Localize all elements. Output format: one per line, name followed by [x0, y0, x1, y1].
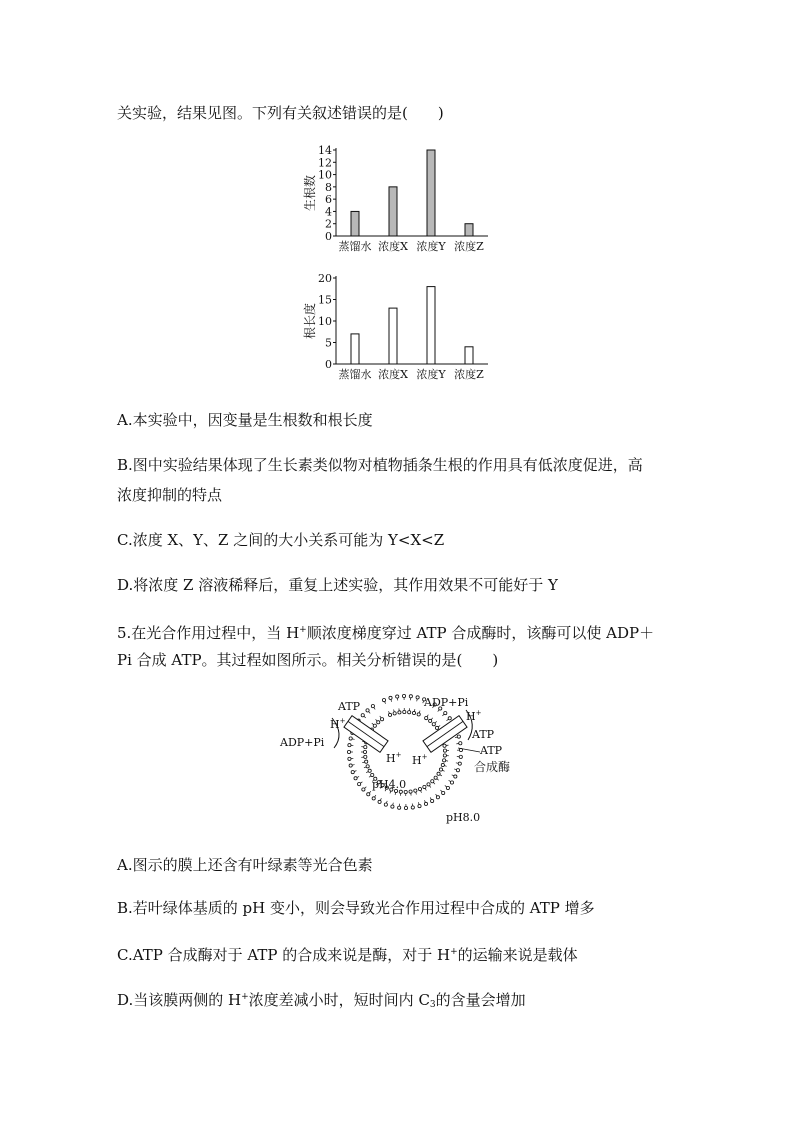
q5-option-d-sub: 3: [429, 1000, 436, 1010]
bar: [465, 224, 473, 236]
x-tick-label: 浓度Z: [454, 240, 484, 253]
bar: [351, 211, 359, 236]
lipid-head: [458, 762, 461, 765]
lipid-head: [459, 742, 462, 745]
lipid-head: [362, 788, 365, 791]
lipid-head: [403, 710, 406, 713]
lipid-head: [408, 711, 411, 714]
lipid-head: [393, 712, 396, 715]
lipid-tail: [395, 793, 396, 795]
intro-line: 关实验，结果见图。下列有关叙述错误的是( ): [117, 104, 444, 122]
lipid-head: [398, 711, 401, 714]
lipid-head: [446, 786, 449, 789]
lipid-tail: [380, 716, 381, 718]
lipid-tail: [369, 776, 371, 777]
lipid-tail: [360, 782, 362, 783]
lipid-tail: [417, 699, 418, 701]
lipid-head: [448, 717, 451, 720]
x-tick-label: 蒸馏水: [338, 368, 372, 381]
x-tick-label: 浓度Z: [454, 368, 484, 381]
lipid-head: [444, 711, 447, 714]
lipid-head: [450, 781, 453, 784]
lipid-tail: [376, 719, 378, 721]
lipid-head: [368, 769, 371, 772]
q4-option-b-line2: 浓度抑制的特点: [117, 486, 223, 504]
lipid-tail: [352, 739, 354, 740]
y-tick-label: 15: [318, 293, 332, 307]
y-tick-label: 6: [325, 193, 332, 207]
lipid-tail: [431, 718, 433, 720]
lipid-head: [441, 763, 444, 766]
y-tick-label: 20: [318, 272, 332, 285]
y-tick-label: 5: [325, 336, 332, 350]
lipid-tail: [419, 711, 420, 713]
q5-option-c-text-a: C.ATP 合成酶对于 ATP 的合成来说是酶，对于 H: [117, 946, 451, 964]
lipid-tail: [427, 715, 428, 717]
lipid-tail: [372, 723, 374, 725]
lipid-tail: [364, 767, 366, 768]
lipid-head: [429, 719, 432, 722]
lipid-head: [432, 723, 435, 726]
left-inner-h-plus: +: [395, 751, 402, 759]
bar: [427, 287, 435, 364]
q5-option-c: [117, 942, 578, 965]
lipid-tail: [421, 791, 422, 793]
lipid-head: [364, 755, 367, 758]
lipid-tail: [442, 770, 444, 771]
right-adp-label: ADP+Pi: [424, 696, 469, 709]
lipid-head: [371, 773, 374, 776]
q5-stem-text-b: 顺浓度梯度穿过 ATP 合成酶时，该酶可以使 ADP＋: [306, 624, 655, 642]
lipid-tail: [455, 737, 457, 738]
y-tick-label: 0: [325, 230, 332, 243]
lipid-tail: [364, 716, 366, 718]
bar: [389, 187, 397, 236]
left-adp-label: ADP+Pi: [280, 736, 325, 749]
lipid-tail: [374, 707, 375, 709]
lipid-head: [431, 780, 434, 783]
outer-ph-label: pH8.0: [446, 811, 481, 824]
lipid-tail: [430, 797, 431, 799]
lipid-tail: [436, 794, 437, 796]
lipid-head: [361, 714, 364, 717]
lipid-head: [389, 696, 392, 699]
lipid-head: [373, 724, 376, 727]
lipid-head: [424, 802, 427, 805]
lipid-tail: [445, 785, 447, 787]
lipid-head: [454, 775, 457, 778]
lipid-tail: [452, 775, 454, 776]
y-tick-label: 10: [318, 168, 332, 182]
lipid-tail: [414, 709, 415, 711]
y-tick-label: 4: [325, 205, 332, 219]
lipid-head: [351, 770, 354, 773]
lipid-head: [396, 695, 399, 698]
lipid-head: [423, 785, 426, 788]
lipid-head: [380, 718, 383, 721]
left-inner-h-label: [386, 751, 402, 765]
lipid-tail: [385, 702, 386, 704]
q5-option-d-text-b: 浓度差减小时，短时间内 C: [248, 991, 430, 1009]
lipid-head: [459, 755, 462, 758]
x-tick-label: 浓度Y: [416, 240, 446, 253]
lipid-tail: [357, 776, 359, 777]
lipid-tail: [375, 795, 376, 797]
lipid-tail: [424, 800, 425, 802]
lipid-tail: [438, 710, 440, 712]
lipid-head: [371, 705, 374, 708]
y-tick-label: 0: [325, 358, 332, 371]
lipid-head: [427, 783, 430, 786]
lipid-head: [367, 793, 370, 796]
lipid-head: [457, 735, 460, 738]
q5-stem-line2: Pi 合成 ATP。其过程如图所示。相关分析错误的是( ): [117, 651, 499, 669]
y-tick-label: 14: [318, 144, 332, 157]
inner-ph-label: pH4.0: [372, 778, 407, 791]
left-inner-h-text: H: [386, 752, 396, 765]
lipid-tail: [444, 766, 446, 767]
lipid-head: [409, 790, 412, 793]
lipid-head: [434, 776, 437, 779]
x-tick-label: 浓度X: [378, 240, 408, 253]
lipid-head: [431, 799, 434, 802]
right-atp-label: ATP: [472, 728, 495, 741]
right-inner-h-plus: +: [421, 753, 428, 761]
x-tick-label: 蒸馏水: [338, 240, 372, 253]
lipid-head: [443, 744, 446, 747]
lipid-head: [418, 804, 421, 807]
lipid-tail: [442, 714, 444, 716]
bar: [351, 334, 359, 364]
enzyme-label-line1: ATP: [480, 744, 503, 757]
lipid-head: [443, 759, 446, 762]
lipid-head: [417, 713, 420, 716]
lipid-head: [456, 769, 459, 772]
lipid-head: [443, 749, 446, 752]
bar: [389, 308, 397, 364]
lipid-head: [414, 789, 417, 792]
lipid-head: [425, 716, 428, 719]
q5-option-d-text-a: D.当该膜两侧的 H: [117, 991, 242, 1009]
lipid-head: [349, 764, 352, 767]
y-axis-label: 生根数: [303, 174, 317, 212]
root-length-chart: [300, 270, 500, 388]
y-tick-label: 8: [325, 180, 332, 194]
q5-option-c-sup: +: [450, 947, 458, 957]
lipid-head: [416, 696, 419, 699]
lipid-tail: [390, 791, 391, 793]
lipid-tail: [447, 719, 449, 720]
bar: [465, 347, 473, 364]
lipid-head: [358, 783, 361, 786]
q5-option-d: [117, 987, 526, 1015]
lipid-head: [348, 744, 351, 747]
lipid-tail: [386, 801, 387, 803]
lipid-tail: [454, 769, 456, 770]
lipid-tail: [366, 772, 368, 773]
lipid-head: [435, 726, 438, 729]
lipid-tail: [369, 791, 371, 793]
lipid-head: [364, 746, 367, 749]
q4-option-c: C.浓度 X、Y、Z 之间的大小关系可能为 Y<X<Z: [117, 531, 445, 549]
lipid-head: [384, 803, 387, 806]
q4-option-b-line1: B.图中实验结果体现了生长素类似物对植物插条生根的作用具有低浓度促进，高: [117, 456, 643, 474]
left-atp-synthase: [344, 716, 388, 753]
lipid-head: [365, 760, 368, 763]
q5-option-c-text-b: 的运输来说是载体: [457, 946, 578, 964]
membrane-lipid-bilayer: [347, 694, 462, 809]
lipid-head: [418, 787, 421, 790]
bar: [427, 150, 435, 236]
lipid-tail: [435, 721, 437, 723]
lipid-head: [347, 750, 350, 753]
lipid-head: [411, 806, 414, 809]
q5-option-d-sup: +: [241, 992, 249, 1002]
right-inner-h-text: H: [412, 754, 422, 767]
lipid-tail: [433, 782, 435, 784]
lipid-tail: [391, 699, 392, 701]
right-inner-h-label: [412, 753, 428, 767]
rooting-number-chart: [300, 142, 500, 260]
left-h-label: [330, 717, 346, 731]
lipid-head: [442, 791, 445, 794]
q4-option-d: D.将浓度 Z 溶液稀释后，重复上述实验，其作用效果不可能好于 Y: [117, 576, 558, 594]
lipid-head: [409, 695, 412, 698]
lipid-head: [378, 800, 381, 803]
lipid-head: [366, 765, 369, 768]
lipid-head: [372, 797, 375, 800]
lipid-head: [437, 772, 440, 775]
lipid-tail: [394, 709, 395, 711]
q5-stem-sup: +: [299, 625, 307, 635]
lipid-tail: [440, 790, 442, 792]
y-tick-label: 10: [318, 315, 332, 328]
lipid-head: [391, 805, 394, 808]
x-tick-label: 浓度Y: [416, 368, 446, 381]
enzyme-label-line2: 合成酶: [474, 760, 510, 774]
lipid-tail: [418, 802, 419, 804]
lipid-tail: [440, 775, 442, 776]
lipid-tail: [425, 788, 426, 790]
right-h-label: [466, 709, 482, 723]
q5-stem-line1: [117, 620, 654, 643]
q5-option-d-text-c: 的含量会增加: [435, 991, 526, 1009]
q4-option-a: A.本实验中，因变量是生根数和根长度: [117, 411, 373, 429]
lipid-head: [349, 737, 352, 740]
y-axis-label: 根长度: [303, 302, 317, 340]
q5-stem-text-a: 5.在光合作用过程中，当 H: [117, 624, 300, 642]
lipid-head: [436, 796, 439, 799]
lipid-head: [363, 750, 366, 753]
q5-option-a: A.图示的膜上还含有叶绿素等光合色素: [117, 856, 373, 874]
lipid-tail: [362, 762, 364, 763]
lipid-tail: [389, 711, 390, 713]
y-tick-label: 2: [325, 217, 332, 231]
lipid-tail: [354, 771, 356, 772]
lipid-head: [402, 694, 405, 697]
lipid-head: [443, 754, 446, 757]
left-h-text: H: [330, 718, 340, 731]
lipid-tail: [416, 792, 417, 794]
lipid-tail: [429, 786, 430, 788]
left-atp-label: ATP: [338, 700, 361, 713]
lipid-head: [439, 768, 442, 771]
lipid-head: [404, 806, 407, 809]
lipid-head: [366, 709, 369, 712]
lipid-head: [388, 713, 391, 716]
right-h-plus: +: [475, 709, 482, 717]
lipid-tail: [369, 712, 371, 714]
lipid-tail: [393, 803, 394, 805]
right-h-text: H: [466, 710, 476, 723]
lipid-tail: [352, 765, 354, 766]
lipid-head: [377, 721, 380, 724]
lipid-tail: [438, 726, 440, 727]
lipid-tail: [380, 798, 381, 800]
x-tick-label: 浓度X: [378, 368, 408, 381]
lipid-head: [354, 777, 357, 780]
q5-option-b: B.若叶绿体基质的 pH 变小，则会导致光合作用过程中合成的 ATP 增多: [117, 899, 595, 917]
lipid-head: [412, 711, 415, 714]
lipid-tail: [449, 780, 451, 781]
lipid-tail: [437, 779, 439, 781]
lipid-head: [398, 806, 401, 809]
y-tick-label: 12: [318, 156, 332, 170]
lipid-head: [348, 757, 351, 760]
left-h-plus: +: [339, 717, 346, 725]
lipid-head: [382, 698, 385, 701]
atp-synthase-membrane-diagram: [270, 690, 510, 830]
lipid-tail: [365, 787, 367, 789]
